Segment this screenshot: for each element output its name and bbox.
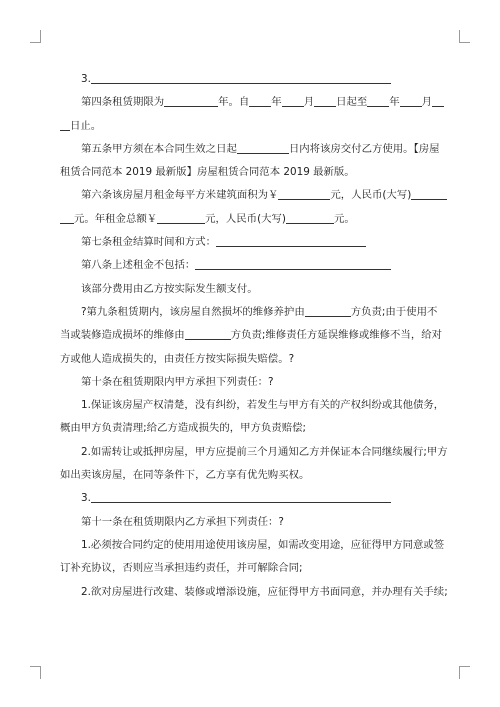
text-line: [60, 417, 442, 440]
text-line: [60, 138, 442, 161]
text-run: 元，人民币(大写): [330, 189, 412, 202]
text-run: 年。自: [218, 96, 250, 109]
text-run: 方或他人造成损失的，由责任方按实际损失赔偿。?: [60, 352, 295, 365]
text-run: 元，人民币(大写): [205, 212, 286, 225]
text-run: 第十条在租赁期限内甲方承担下列责任：?: [81, 375, 274, 388]
text-line: [60, 394, 445, 417]
text-line: [60, 254, 442, 277]
blank-field-underline: [286, 211, 334, 224]
blank-field-underline: [249, 94, 271, 107]
text-run: 订补充协议，否则应当承担违约责任，并可解除合同;: [60, 562, 303, 575]
blank-field-underline: [237, 141, 289, 154]
crop-mark-top-left: [30, 30, 41, 43]
text-run: 1.保证该房屋产权清楚，没有纠纷，若发生与甲方有关的产权纠纷或其他债务，: [81, 399, 445, 412]
text-run: 日内将该房交付乙方使用。【房屋: [288, 142, 440, 155]
crop-mark-top-right: [459, 30, 470, 43]
text-run: 方负责;维修责任方延误维修或维修不当，给对: [230, 329, 442, 342]
text-line: [60, 511, 442, 534]
text-run: 1.必须按合同约定的使用用途使用该房屋，如需改变用途，应征得甲方同意或签: [81, 538, 445, 551]
crop-mark-bottom-right: [459, 666, 470, 679]
text-run: 日起至: [336, 96, 368, 109]
blank-field-underline: [411, 187, 447, 200]
text-run: 元。: [333, 212, 355, 225]
blank-field-underline: [367, 94, 389, 107]
text-line: [60, 557, 442, 580]
text-run: 第六条该房屋月租金每平方米建筑面积为￥: [81, 189, 279, 202]
blank-field-underline: [314, 94, 336, 107]
text-line: [60, 464, 442, 487]
text-run: 月: [303, 96, 315, 109]
blank-field-underline: [60, 118, 70, 131]
blank-field-underline: [185, 327, 231, 340]
text-line: [60, 534, 445, 557]
text-run: 2.如需转让或抵押房屋，甲方应提前三个月通知乙方并保证本合同继续履行;甲方: [81, 445, 448, 458]
text-line: [60, 115, 442, 138]
text-line: [60, 161, 442, 184]
blank-field-underline: [195, 257, 391, 270]
text-line: [60, 441, 448, 464]
document-body: [60, 68, 448, 604]
text-line: [60, 208, 442, 231]
text-line: [60, 371, 442, 394]
text-run: 第七条租金结算时间和方式：: [81, 236, 217, 249]
text-run: 元。年租金总额￥: [74, 212, 158, 225]
text-run: 3.: [81, 73, 91, 85]
blank-field-underline: [400, 94, 422, 107]
text-run: ?第九条租赁期内，该房屋自然损坏的维修养护由: [81, 305, 305, 318]
text-line: [60, 581, 448, 604]
blank-field-underline: [157, 211, 205, 224]
blank-field-underline: [91, 490, 391, 503]
text-run: 第八条上述租金不包括：: [81, 259, 196, 272]
blank-field-underline: [278, 187, 330, 200]
text-run: 如出卖该房屋，在同等条件下，乙方享有优先购买权。: [60, 469, 310, 482]
text-run: 2.欲对房屋进行改建、装修或增添设施，应征得甲方书面同意，并办理有关手续;: [81, 585, 448, 598]
blank-field-underline: [216, 234, 366, 247]
text-run: 第十一条在租赁期限内乙方承担下列责任：?: [81, 515, 284, 528]
text-line: [60, 487, 442, 510]
crop-mark-bottom-left: [30, 666, 41, 679]
text-line: [60, 324, 442, 347]
text-run: 月: [421, 96, 433, 109]
text-line: [60, 348, 442, 371]
text-run: 租赁合同范本 2019 最新版】房屋租赁合同范本 2019 最新版。: [60, 166, 355, 179]
text-line: [60, 91, 442, 114]
text-run: 第五条甲方须在本合同生效之日起: [81, 142, 237, 155]
blank-field-underline: [164, 94, 218, 107]
text-line: [60, 231, 442, 254]
blank-field-underline: [60, 211, 74, 224]
blank-field-underline: [91, 71, 391, 84]
blank-field-underline: [282, 94, 304, 107]
text-run: 日止。: [70, 119, 102, 132]
text-line: [60, 68, 442, 91]
text-run: 3.: [81, 492, 91, 505]
text-run: 该部分费用由乙方按实际发生额支付。: [81, 282, 258, 295]
text-line: [60, 184, 442, 207]
text-run: 概由甲方负责清理;给乙方造成损失的，甲方负责赔偿;: [60, 422, 306, 435]
blank-field-underline: [305, 304, 351, 317]
text-run: 年: [271, 96, 282, 109]
text-line: [60, 278, 442, 301]
text-line: [60, 301, 442, 324]
text-run: 当或装修造成损坏的维修由: [60, 329, 185, 342]
blank-field-underline: [432, 94, 444, 107]
text-run: 年: [389, 96, 400, 109]
text-run: 第四条租赁期限为: [81, 96, 165, 109]
text-run: 方负责;由于使用不: [350, 305, 438, 318]
